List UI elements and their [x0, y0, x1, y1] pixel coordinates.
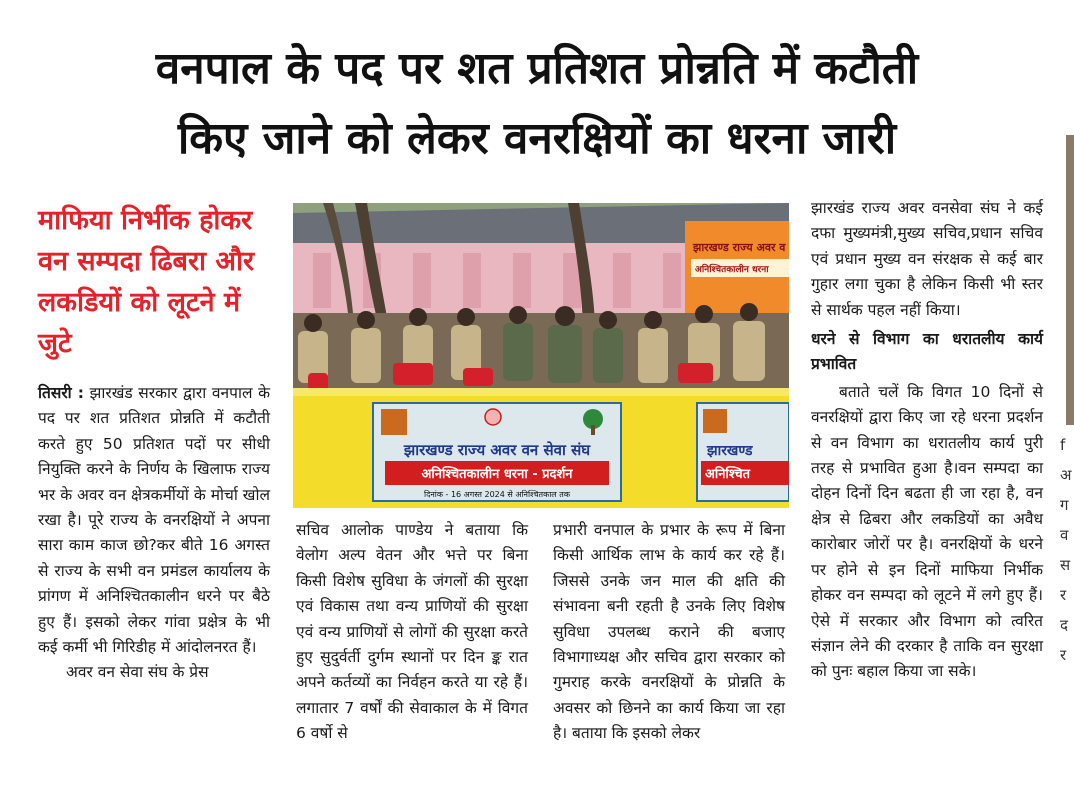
subheadline: माफिया निर्भीक होकर वन सम्पदा ढिबरा और लकडियों को लूटने में जुटे	[38, 205, 255, 359]
article-column-1	[38, 381, 270, 686]
headline-line-1: वनपाल के पद पर शत प्रतिशत प्रोन्नति में कटौती	[155, 43, 919, 94]
column-4-paragraph-2: बताते चलें कि विगत 10 दिनों से वनरक्षियों द्वारा किए जा रहे धरना प्रदर्शन से वन विभाग का धरातलीय कार्य पुरी तरह से प्रभावित हुआ है।वन सम्पदा का दोहन दिनों दिन बढता ही जा रहा है, वन क्षेत्र से ढिबरा और लकडियों का अवैध कारोबार जोरों पर है। वनरक्षियों के धरने पर होने से इन दिनों माफिया निर्भीक होकर वन सम्पदा को लूटने में लगे हुए हैं। ऐसे में सरकार और विभाग को त्वरित संज्ञान लेने की दरकार है ताकि वन सुरक्षा को पुनः बहाल किया जा सके।	[811, 382, 1043, 681]
banner2-subtitle: अनिश्चित	[705, 467, 751, 482]
lead-text: झारखंड सरकार द्वारा वनपाल के पद पर शत प्रतिशत प्रोन्नति में कटौती करते हुए 50 प्रतिशत पदों पर सीधी नियुक्ति करने के निर्णय के खिलाफ राज्य भर के अवर वन क्षेत्रकर्मीयों के मोर्चा खोल रखा है। पूरे राज्य के वनरक्षियों ने अपना सारा काम काज छो?कर बीते 16 अगस्त से राज्य के सभी वन प्रमंडल कार्यालय के प्रांगण में अनिश्चितकालीन धरने पर बैठे हुए हैं। इसको लेकर गांवा प्रक्षेत्र के भी कई कर्मी भी गिरिडीह में आंदोलनरत हैं।	[38, 384, 270, 657]
column-1-continuation: अवर वन सेवा संघ के प्रेस	[66, 663, 209, 682]
column-2-text: सचिव आलोक पाण्डेय ने बताया कि वेलोग अल्प वेतन और भत्ते पर बिना किसी विशेष सुविधा के जंगलों की सुरक्षा एवं विकास तथा वन्य प्राणियों की सुरक्षा एवं वन्य प्राणियों से लोगों की सुरक्षा करते हुए सुदुर्वर्ती दुर्गम स्थानों पर दिन ङ्क रात अपने कर्तव्यों का निर्वहन करते या रहे हैं। लगातार 7 वर्षों की सेवाकाल के में विगत 6 वर्षो से	[296, 521, 528, 743]
column-3-text: प्रभारी वनपाल के प्रभार के रूप में बिना किसी आर्थिक लाभ के कार्य कर रहे हैं। जिससे उनके जन माल की क्षति की संभावना बनी रहती है उनके लिए विशेष सुविधा उपलब्ध कराने की बजाए विभागाध्यक्ष और सचिव द्वारा सरकार को गुमराह करके वनरक्षियों के प्रोन्नति के अवसर को छिनने का कार्य किया जा रहा है। बताया कि इसको लेकर	[553, 521, 785, 743]
adjacent-column-fragment: f अ ग व स र द र	[1060, 436, 1072, 664]
backdrop-banner-text: झारखण्ड राज्य अवर व	[693, 241, 786, 254]
adjacent-photo-edge	[1066, 135, 1074, 425]
banner2-title: झारखण्ड	[707, 443, 753, 459]
banner-title: झारखण्ड राज्य अवर वन सेवा संघ	[403, 441, 591, 459]
protest-photo	[293, 203, 789, 508]
protest-photo-illustration	[293, 203, 789, 508]
column-4-paragraph-1: झारखंड राज्य अवर वनसेवा संघ ने कई दफा मुख्यमंत्री,मुख्य सचिव,प्रधान सचिव एवं प्रधान मुख्य वन संरक्षक से कई बार गुहार लगा चुका है लेकिन किसी भी स्तर से सार्थक पहल नहीं किया।	[811, 199, 1043, 319]
dateline: तिसरी :	[38, 384, 84, 402]
backdrop-banner-subtext: अनिश्चितकालीन धरना	[695, 265, 769, 275]
headline-line-2: किए जाने को लेकर वनरक्षियों का धरना जारी	[177, 113, 897, 164]
previous-article-strip	[0, 0, 1074, 6]
article-lead-paragraph	[38, 381, 270, 660]
article-column-4	[811, 196, 1043, 685]
banner-subtitle: अनिश्चितकालीन धरना - प्रदर्शन	[421, 467, 573, 482]
banner-date: दिनांक - 16 अगस्त 2024 से अनिश्चितकाल तक	[424, 490, 570, 499]
article-column-2	[296, 518, 528, 747]
section-heading: धरने से विभाग का धरातलीय कार्य प्रभावित	[811, 330, 1043, 374]
article-column-3	[553, 518, 785, 747]
